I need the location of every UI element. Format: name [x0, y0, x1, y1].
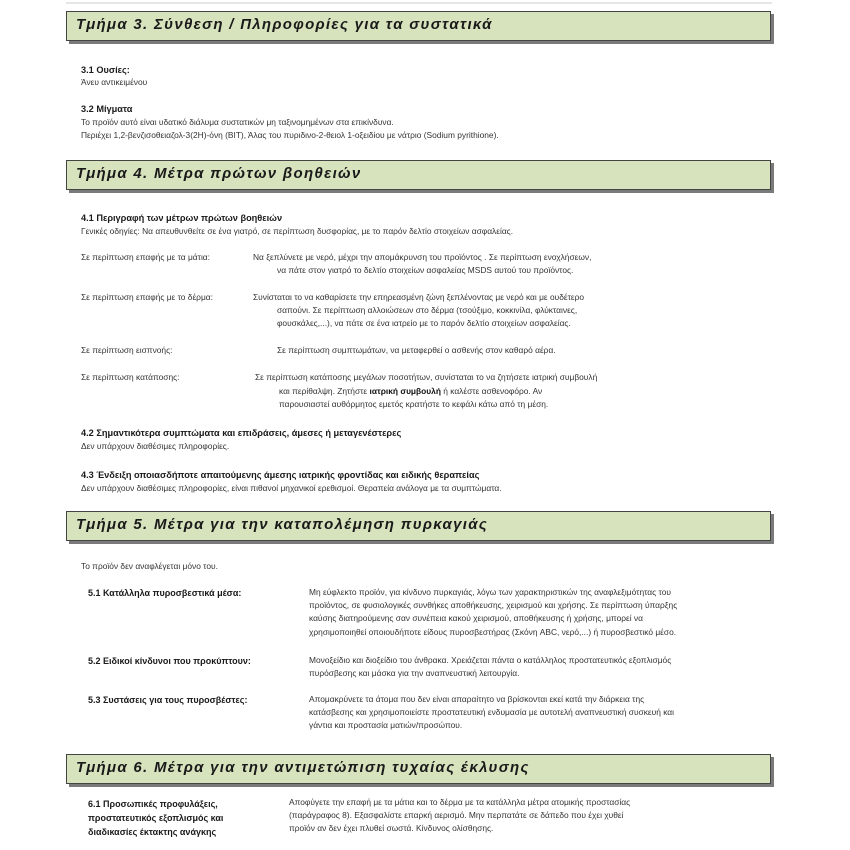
heading-3-1: 3.1 Ουσίες:	[81, 65, 130, 75]
text-4-2: Δεν υπάρχουν διαθέσιμες πληροφορίες.	[81, 441, 230, 451]
label-eyes: Σε περίπτωση επαφής με τα μάτια:	[81, 252, 210, 262]
heading-5-3: 5.3 Συστάσεις για τους πυροσβέστες:	[88, 695, 248, 705]
ingestion-line2-pre: και περίθαλψη. Ζητήστε	[279, 386, 370, 396]
text-ingestion-line2	[279, 386, 542, 397]
section-6-title: Τμήμα 6. Μέτρα για την αντιμετώπιση τυχαίας έκλυσης	[76, 759, 530, 776]
text-6-1-line1: Αποφύγετε την επαφή με τα μάτια και το δέρμα με τα κατάλληλα μέτρα ατομικής προστασίας	[289, 797, 631, 807]
text-3-1: Άνευ αντικειμένου	[81, 77, 148, 87]
section-5-banner	[66, 511, 771, 541]
text-5-1-line2: προϊόντος, σε φυσιολογικές συνθήκες αποθήκευσης, χειρισμού και χρήσης. Σε περίπτωση ύπαρξης	[309, 600, 678, 610]
heading-5-1: 5.1 Κατάλληλα πυροσβεστικά μέσα:	[88, 588, 242, 598]
heading-6-1-line3: διαδικασίες έκτακτης ανάγκης	[88, 827, 217, 837]
heading-4-1: 4.1 Περιγραφή των μέτρων πρώτων βοηθειών	[81, 213, 283, 223]
text-ingestion-line1: Σε περίπτωση κατάποσης μεγάλων ποσοτήτων, συνίσταται το να ζητήσετε ιατρική συμβουλή	[255, 372, 598, 382]
label-inhalation: Σε περίπτωση εισπνοής:	[81, 345, 173, 355]
text-eyes-line2: να πάτε στον γιατρό το δελτίο στοιχείων ασφαλείας MSDS αυτού του προϊόντος.	[277, 265, 574, 275]
text-ingestion-line3: παρουσιαστεί αυθόρμητος εμετός κρατήστε το κεφάλι κάτω από τη μέση.	[279, 399, 549, 409]
text-5-intro: Το προϊόν δεν αναφλέγεται μόνο του.	[81, 561, 218, 571]
ingestion-line2-bold: ιατρική συμβουλή	[369, 386, 441, 396]
ingestion-line2-post: ή καλέστε ασθενοφόρο. Αν	[440, 386, 543, 396]
heading-6-1-line1: 6.1 Προσωπικές προφυλάξεις,	[88, 799, 218, 809]
heading-3-2: 3.2 Μίγματα	[81, 104, 133, 114]
label-ingestion: Σε περίπτωση κατάποσης:	[81, 372, 180, 382]
text-5-3-line2: κατάσβεσης και χρησιμοποιείστε προστατευτική ενδυμασία με αυτοτελή αναπνευστική συσκευή και	[309, 707, 674, 717]
text-5-2-line1: Μονοξείδιο και διοξείδιο του άνθρακα. Χρειάζεται πάντα ο κατάλληλος προστατευτικός εξοπλισμός	[309, 655, 672, 665]
text-6-1-line2: (παράγραφος 8). Εξασφαλίστε επαρκή αερισμό. Μην περπατάτε σε δάπεδο που έχει χυθεί	[289, 810, 624, 820]
text-5-1-line3: καύσης διατηρούμενης σαν συνέπεια κακού χειρισμού, αποθήκευσης ή χρήσης, μπορεί να	[309, 613, 643, 623]
text-6-1-line3: προϊόν αν δεν έχει πλυθεί σωστά. Κίνδυνος ολίσθησης.	[289, 823, 494, 833]
section-3-title: Τμήμα 3. Σύνθεση / Πληροφορίες για τα συστατικά	[76, 16, 493, 33]
text-4-general: Γενικές οδηγίες: Να απευθυνθείτε σε ένα γιατρό, σε περίπτωση δυσφορίας, με το παρόν δελτίο στοιχείων ασφαλείας.	[81, 226, 514, 236]
heading-4-3: 4.3 Ένδειξη οποιασδήποτε απαιτούμενης άμεσης ιατρικής φροντίδας και ειδικής θεραπείας	[81, 470, 480, 480]
top-divider	[66, 2, 772, 4]
heading-6-1-line2: προστατευτικός εξοπλισμός και	[88, 813, 224, 823]
heading-4-2: 4.2 Σημαντικότερα συμπτώματα και επιδράσεις, άμεσες ή μεταγενέστερες	[81, 428, 402, 438]
text-5-3-line1: Απομακρύνετε τα άτομα που δεν είναι απαραίτητο να βρίσκονται εκεί κατά την διάρκεια της	[309, 694, 645, 704]
text-3-2-line1: Το προϊόν αυτό είναι υδατικό διάλυμα συστατικών μη ταξινομημένων στα επικίνδυνα.	[81, 117, 394, 127]
text-skin-line3: φουσκάλες,...), να πάτε σε ένα ιατρείο με το παρόν δελτίο στοιχείων ασφαλείας.	[277, 318, 571, 328]
text-skin-line2: σαπούνι. Σε περίπτωση αλλοιώσεων στο δέρμα (τσούξιμο, κοκκινίλα, φλύκταινες,	[277, 305, 578, 315]
section-5-title: Τμήμα 5. Μέτρα για την καταπολέμηση πυρκαγιάς	[76, 516, 489, 533]
text-5-2-line2: πυρόσβεσης και μάσκα για την αναπνευστική λειτουργία.	[309, 668, 520, 678]
label-skin: Σε περίπτωση επαφής με το δέρμα:	[81, 292, 213, 302]
section-4-title: Τμήμα 4. Μέτρα πρώτων βοηθειών	[76, 165, 362, 182]
section-6-banner	[66, 754, 771, 784]
text-5-1-line4: χρησιμοποιηθεί οποιουδήποτε είδους πυροσβεστήρας (Σκόνη ABC, νερό,...) ή πυροσβεστικό μέσο.	[309, 627, 677, 637]
section-4-banner	[66, 160, 771, 190]
text-eyes-line1: Να ξεπλύνετε με νερό, μέχρι την απομάκρυνση του προϊόντος . Σε περίπτωση ενοχλήσεων,	[253, 252, 592, 262]
heading-5-2: 5.2 Ειδικοί κίνδυνοι που προκύπτουν:	[88, 656, 251, 666]
text-inhalation: Σε περίπτωση συμπτωμάτων, να μεταφερθεί ο ασθενής στον καθαρό αέρα.	[277, 345, 556, 355]
section-3-banner	[66, 11, 771, 41]
text-3-2-line2: Περιέχει 1,2-βενζισοθειαζολ-3(2Η)-όνη (BIT), Άλας του πυριδινο-2-θειολ 1-οξειδίου με νάτριο (Sodium pyrithione).	[81, 130, 499, 140]
text-4-3: Δεν υπάρχουν διαθέσιμες πληροφορίες, είναι πιθανοί μηχανικοί ερεθισμοί. Θεραπεία ανάλογα με τα συμπτώματα.	[81, 483, 502, 493]
text-skin-line1: Συνίσταται το να καθαρίσετε την επηρεασμένη ζώνη ξεπλένοντας με νερό και με ουδέτερο	[253, 292, 585, 302]
text-5-3-line3: γάντια και προστασία ματιών/προσώπου.	[309, 720, 463, 730]
text-5-1-line1: Μη εύφλεκτο προϊόν, για κίνδυνο πυρκαγιάς, λόγω των χαρακτηριστικών της αναφλεξιμότητας του	[309, 587, 671, 597]
